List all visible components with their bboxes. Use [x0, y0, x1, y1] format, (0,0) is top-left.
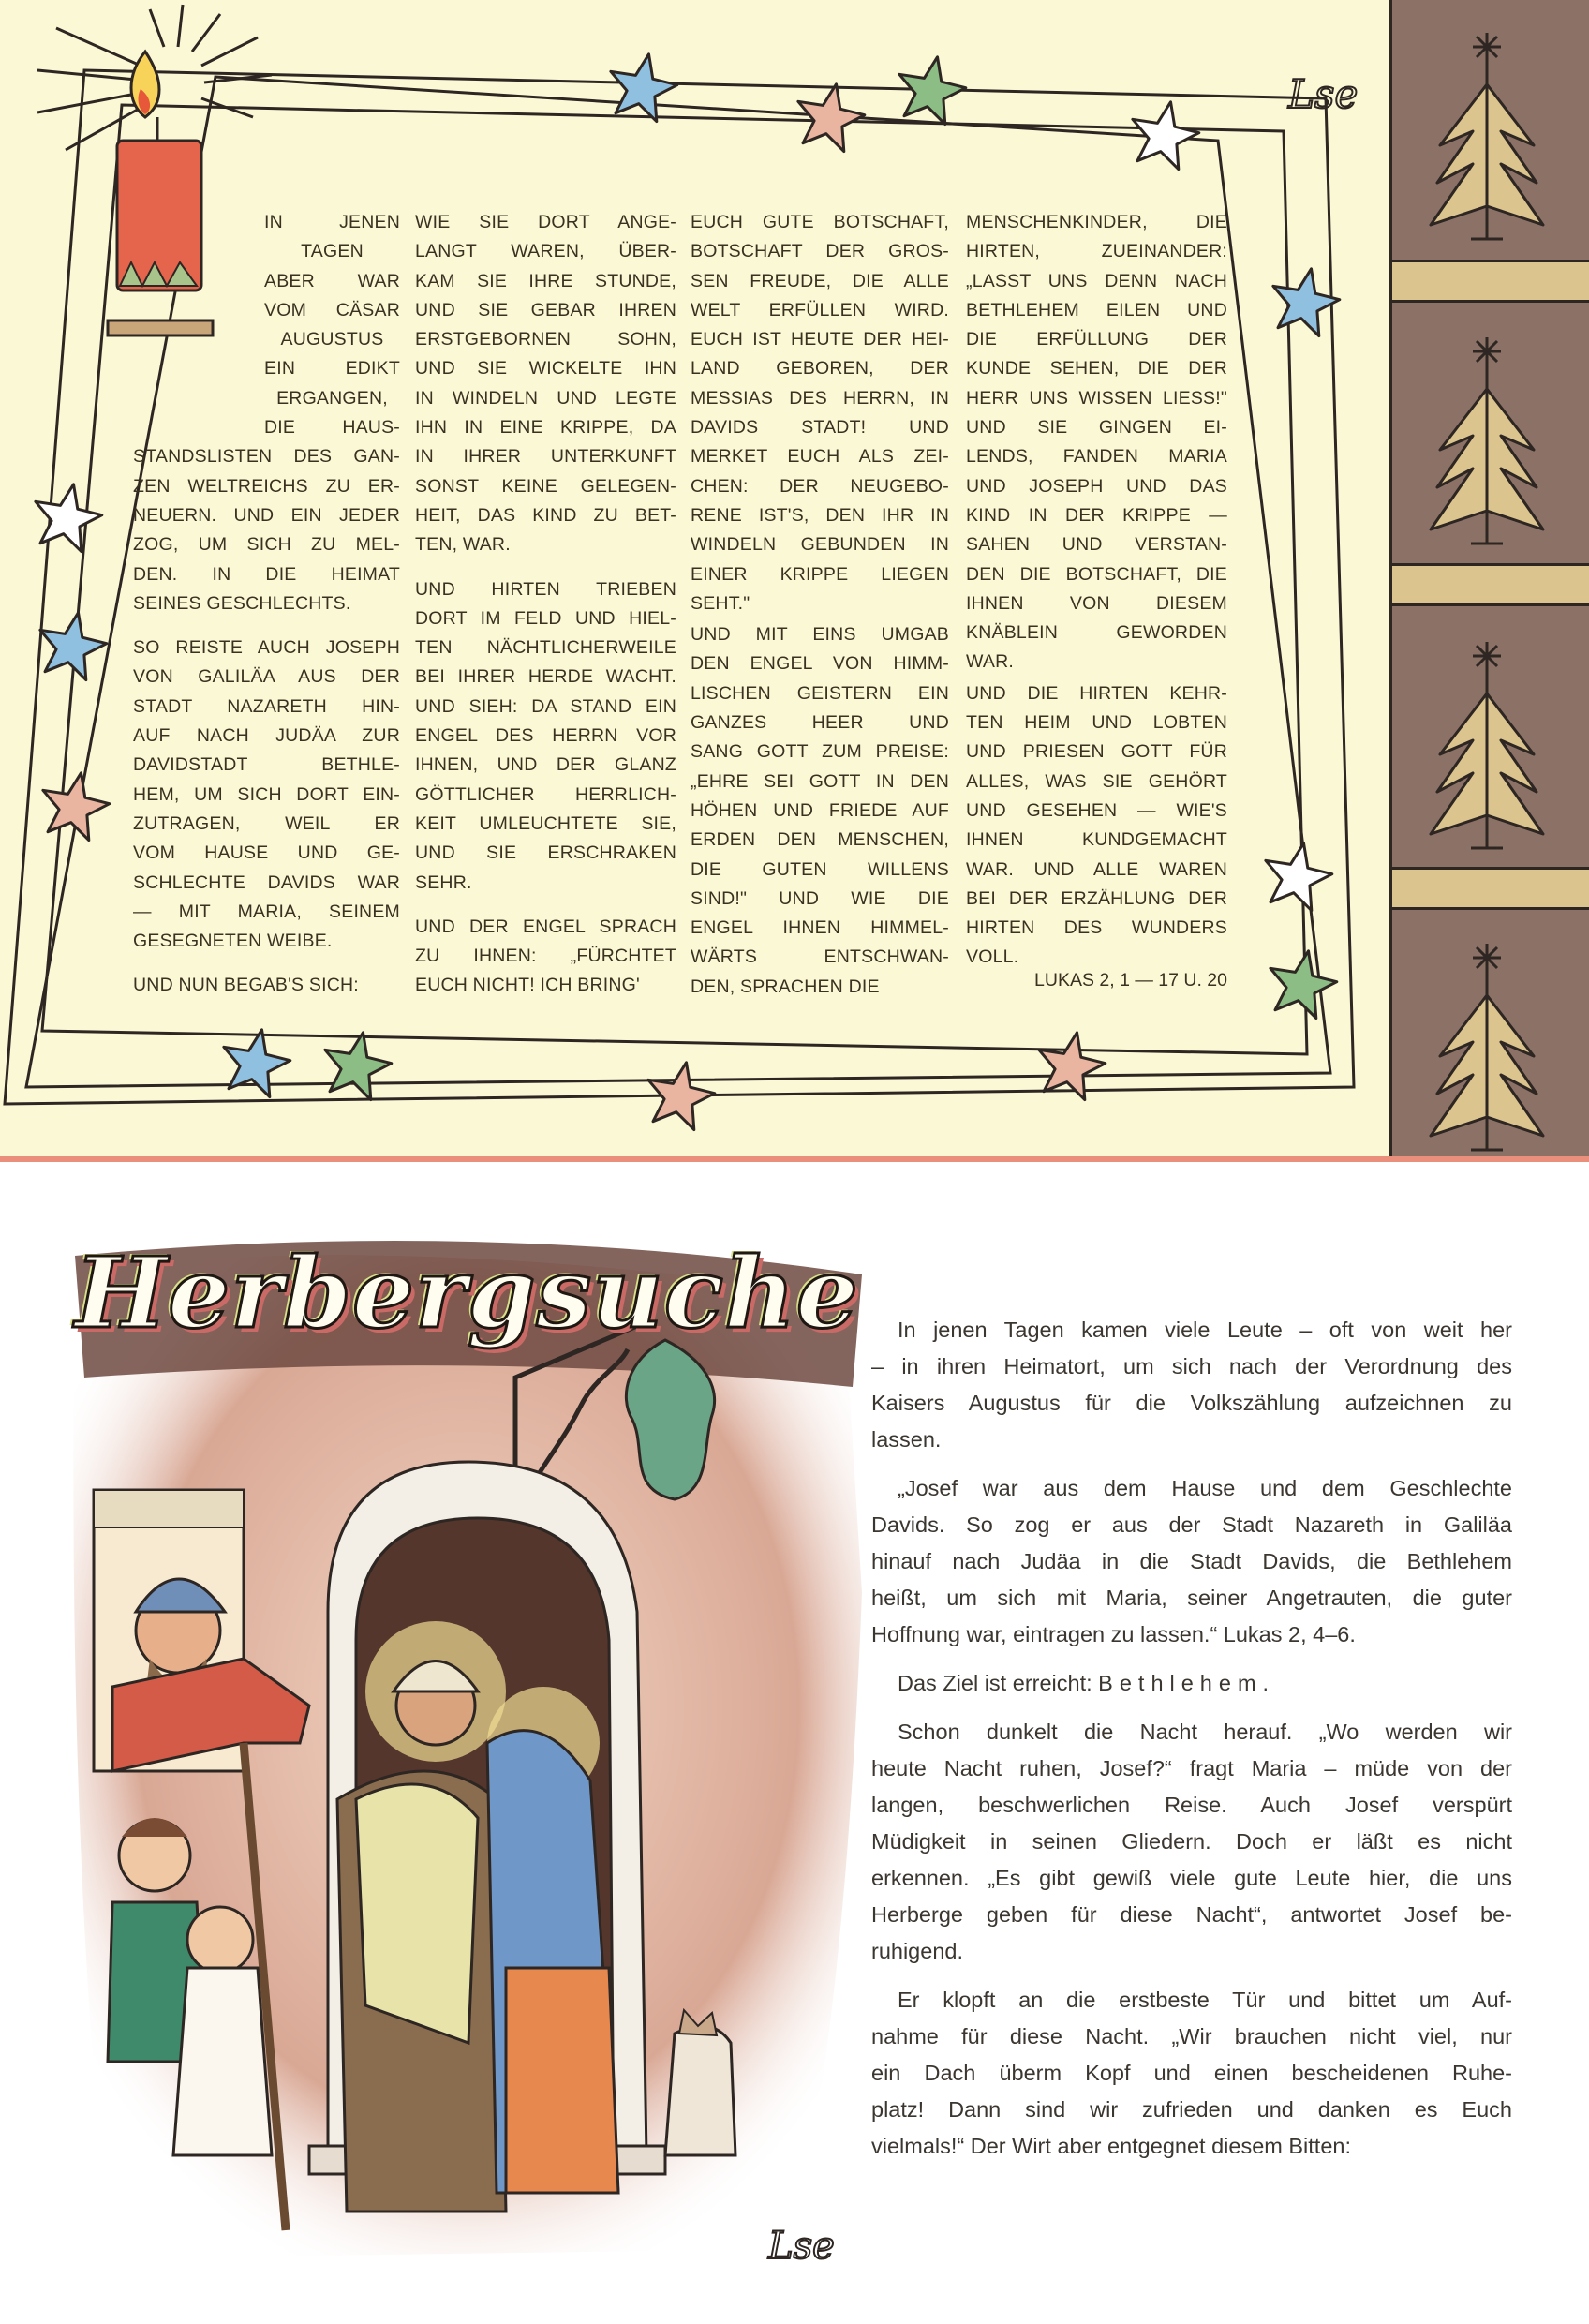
scripture-paragraph	[133, 208, 400, 618]
text-line: KEIT UMLEUCHTETE SIE,	[415, 812, 676, 834]
text-line: AUGUSTUS	[280, 329, 384, 350]
text-line: WINDELN GEBUNDEN IN	[691, 534, 949, 556]
text-line: Kaisers Augustus für die Volkszählung aufzeichnen zu	[871, 1391, 1512, 1415]
text-line: WÄRTS ENTSCHWAN-	[691, 946, 949, 968]
text-line: UND SIEH: DA STAND EIN	[415, 695, 676, 717]
text-line: ALLES, WAS SIE GEHÖRT	[966, 770, 1227, 792]
text-line: TAGEN	[301, 241, 364, 262]
text-line: VON GALILÄA AUS DER	[133, 666, 400, 688]
text-line: GESEGNETEN WEIBE.	[133, 931, 333, 952]
text-line: KNÄBLEIN GEWORDEN	[966, 622, 1227, 644]
text-line: ERSTGEBORNEN SOHN,	[415, 329, 676, 350]
scripture-paragraph	[415, 575, 676, 898]
tree-border-strip	[1389, 0, 1589, 1158]
text-line: SEN FREUDE, DIE ALLE	[691, 270, 949, 291]
text-line: Hoffnung war, eintragen zu lassen.“ Lukas 2, 4–6.	[871, 1622, 1356, 1646]
text-line: ZOG, UM SICH ZU MEL-	[133, 534, 400, 556]
text-line: DAVIDS STADT! UND	[691, 417, 949, 439]
scripture-reference: LUKAS 2, 1 — 17 U. 20	[1034, 970, 1227, 991]
text-line: IN JENEN	[264, 212, 400, 232]
text-line: VOM CÄSAR	[264, 299, 400, 320]
text-line: erkennen. „Es gibt gewiß viele gute Leute hier, die uns	[871, 1866, 1512, 1890]
story-paragraph	[871, 1982, 1512, 2165]
scripture-paragraph	[133, 633, 400, 956]
text-line: STADT NAZARETH HIN-	[133, 695, 400, 717]
text-line: GÖTTLICHER HERRLICH-	[415, 783, 676, 805]
text-line: LANGT WAREN, ÜBER-	[415, 241, 676, 262]
text-line: DIE HAUS-	[264, 417, 400, 439]
text-line: ERDEN DEN MENSCHEN,	[691, 829, 949, 851]
text-line: MENSCHENKINDER, DIE	[966, 212, 1227, 232]
text-line: WELT ERFÜLLEN WIRD.	[691, 299, 949, 320]
divider-rule	[0, 1156, 1589, 1162]
text-line: SAHEN UND VERSTAN-	[966, 534, 1227, 556]
scripture-paragraph	[966, 679, 1227, 973]
story-title: Herbergsuche	[75, 1235, 859, 1350]
text-line: SCHLECHTE DAVIDS WAR	[133, 872, 400, 893]
text-line: UND NUN BEGAB'S SICH:	[133, 975, 359, 996]
text-line: EUCH IST HEUTE DER HEI-	[691, 329, 949, 350]
text-line: BEI IHRER HERDE WACHT.	[415, 666, 676, 688]
text-line: IN WINDELN UND LEGTE	[415, 387, 676, 409]
scripture-paragraph	[691, 620, 949, 1002]
story-paragraph	[871, 1470, 1512, 1653]
text-line: EINER KRIPPE LIEGEN	[691, 563, 949, 585]
text-line: LENDS, FANDEN MARIA	[966, 446, 1227, 468]
text-line: Müdigkeit in seinen Gliedern. Doch er läßt es nicht	[871, 1829, 1512, 1854]
story-text	[871, 1312, 1512, 2177]
text-line: hinauf nach Judäa in die Stadt Davids, die Bethlehem	[871, 1549, 1512, 1573]
text-line: EUCH NICHT! ICH BRING'	[415, 975, 640, 996]
star-icon	[1266, 843, 1332, 911]
border-band	[1392, 260, 1589, 303]
text-line: STANDSLISTEN DES GAN-	[133, 446, 400, 468]
text-line: WIE SIE DORT ANGE-	[415, 212, 676, 232]
star-icon	[899, 57, 966, 125]
star-icon	[1270, 951, 1337, 1019]
scripture-column	[133, 208, 400, 1016]
text-line: SEHT."	[691, 592, 750, 614]
text-line: HERR UNS WISSEN LIESS!"	[966, 387, 1227, 409]
text-line: ENGEL IHNEN HIMMEL-	[691, 917, 949, 939]
story-paragraph	[871, 1312, 1512, 1458]
text-line: Er klopft an die erstbeste Tür und bittet um Auf-	[898, 1988, 1512, 2012]
border-band	[1392, 563, 1589, 606]
text-line: UND DER ENGEL SPRACH	[415, 916, 676, 937]
star-icon	[798, 84, 865, 152]
text-line: MERKET EUCH ALS ZEI-	[691, 446, 949, 468]
text-line: TEN, WAR.	[415, 534, 511, 556]
story-paragraph	[871, 1714, 1512, 1970]
text-line: heißt, um sich mit Maria, seiner Angetrauten, die guter	[871, 1586, 1512, 1610]
border-band	[1392, 867, 1589, 910]
text-line: „Josef war aus dem Hause und dem Geschlechte	[898, 1476, 1512, 1500]
text-line: „LASST UNS DENN NACH	[966, 270, 1227, 291]
text-line: Schon dunkelt die Nacht herauf. „Wo werden wir	[898, 1720, 1512, 1744]
text-line: TEN NÄCHTLICHERWEILE	[415, 637, 676, 659]
text-line: vielmals!“ Der Wirt aber entgegnet diesem Bitten:	[871, 2134, 1351, 2158]
text-line: BOTSCHAFT DER GROS-	[691, 241, 949, 262]
star-icon	[611, 54, 677, 122]
christmas-tree-icon	[1389, 939, 1589, 1155]
text-line: – in ihren Heimatort, um sich nach der Verordnung des	[871, 1354, 1512, 1378]
christmas-tree-icon	[1389, 28, 1589, 244]
text-line: BETHLEHEM EILEN UND	[966, 299, 1227, 320]
artist-signature	[1284, 66, 1387, 122]
text-line: langen, beschwerlichen Reise. Auch Josef verspürt	[871, 1793, 1512, 1817]
star-icon	[43, 773, 110, 841]
text-line: Herberge geben für diese Nacht“, antwortet Josef be-	[871, 1902, 1512, 1927]
text-line: heute Nacht ruhen, Josef?“ fragt Maria – müde von der	[871, 1756, 1512, 1780]
text-line: UND GESEHEN — WIE'S	[966, 799, 1227, 821]
svg-text:Lse: Lse	[1288, 71, 1359, 117]
scripture-column	[691, 208, 949, 1004]
text-line: UND SIE WICKELTE IHN	[415, 358, 676, 380]
text-line: WAR.	[966, 651, 1014, 673]
story-paragraph	[871, 1665, 1512, 1702]
text-line: UND SIE ERSCHRAKEN	[415, 842, 676, 864]
text-line: VOM HAUSE UND GE-	[133, 842, 400, 864]
text-line: IHN IN EINE KRIPPE, DA	[415, 417, 676, 439]
text-line: DIE GUTEN WILLENS	[691, 858, 949, 880]
text-line: BEI DER ERZÄHLUNG DER	[966, 887, 1227, 909]
christmas-tree-icon	[1389, 333, 1589, 548]
text-line: KUNDE SEHEN, DIE DER	[966, 358, 1227, 380]
text-line: SEHR.	[415, 872, 472, 893]
text-line: „EHRE SEI GOTT IN DEN	[691, 770, 949, 792]
scripture-paragraph	[415, 208, 676, 560]
text-line: DAVIDSTADT BETHLE-	[133, 754, 400, 776]
text-line: EUCH GUTE BOTSCHAFT,	[691, 212, 949, 232]
text-line: IN IHRER UNTERKUNFT	[415, 446, 676, 468]
star-icon	[325, 1033, 392, 1100]
text-line: ZU IHNEN: „FÜRCHTET	[415, 946, 676, 967]
text-line: platz! Dann sind wir zufrieden und danken es Euch	[871, 2097, 1512, 2122]
text-line: UND HIRTEN TRIEBEN	[415, 578, 676, 600]
text-line: CHEN: DER NEUGEBO-	[691, 475, 949, 497]
text-line: UND JOSEPH UND DAS	[966, 475, 1227, 497]
scripture-panel	[0, 0, 1389, 1158]
text-line: HIRTEN, ZUEINANDER:	[966, 241, 1227, 262]
text-line: — MIT MARIA, SEINEM	[133, 901, 400, 922]
scripture-paragraph	[133, 971, 400, 1000]
text-line: EIN EDIKT	[264, 358, 400, 380]
destination-name: Bethlehem.	[1098, 1671, 1276, 1695]
text-line: AUF NACH JUDÄA ZUR	[133, 725, 400, 747]
inn-search-illustration	[56, 1218, 881, 2277]
text-line: KIND IN DER KRIPPE —	[966, 504, 1227, 526]
text-line: UND PRIESEN GOTT FÜR	[966, 741, 1227, 763]
text-line: MESSIAS DES HERRN, IN	[691, 387, 949, 409]
text-line: ein Dach überm Kopf und einen bescheidenen Ruhe-	[871, 2061, 1512, 2085]
text-line: HIRTEN DES WUNDERS	[966, 917, 1227, 939]
text-line: DEN DIE BOTSCHAFT, DIE	[966, 563, 1227, 585]
text-line: IHNEN KUNDGEMACHT	[966, 829, 1227, 851]
scripture-paragraph	[415, 913, 676, 1001]
text-line: SIND!" UND WIE DIE	[691, 887, 949, 909]
text-line: ZEN WELTREICHS ZU ER-	[133, 475, 400, 497]
text-line: SONST KEINE GELEGEN-	[415, 475, 676, 497]
scripture-column	[966, 208, 1227, 975]
text-line: IHNEN, UND DER GLANZ	[415, 754, 676, 776]
text-line: ABER WAR	[264, 270, 400, 291]
text-line: SO REISTE AUCH JOSEPH	[133, 637, 400, 659]
text-line: UND SIE GINGEN EI-	[966, 417, 1227, 439]
text-line: HEIT, DAS KIND ZU BET-	[415, 504, 676, 526]
text-line: IHNEN VON DIESEM	[966, 592, 1227, 614]
christmas-tree-icon	[1389, 637, 1589, 853]
text-line: DEN, SPRACHEN DIE	[691, 976, 880, 997]
text-line: VOLL.	[966, 946, 1019, 968]
star-icon	[224, 1030, 290, 1097]
scripture-paragraph	[966, 208, 1227, 678]
text-line: DORT IM FELD UND HIEL-	[415, 607, 676, 629]
text-line: In jenen Tagen kamen viele Leute – oft von weit her	[898, 1318, 1512, 1342]
text-line: UND MIT EINS UMGAB	[691, 624, 949, 646]
text-line: LAND GEBOREN, DER	[691, 358, 949, 380]
text-line: SANG GOTT ZUM PREISE:	[691, 741, 949, 763]
text-line: ruhigend.	[871, 1939, 963, 1963]
text-line: RENE IST'S, DEN IHR IN	[691, 504, 949, 526]
text-line: WAR. UND ALLE WAREN	[966, 858, 1227, 880]
artist-signature: Lse	[768, 2225, 835, 2268]
text-line: lassen.	[871, 1427, 942, 1452]
text-line: SEINES GESCHLECHTS.	[133, 592, 351, 614]
text-line: Das Ziel ist erreicht: Bethlehem.	[898, 1671, 1276, 1695]
text-line: LISCHEN GEISTERN EIN	[691, 682, 949, 704]
text-line: ENGEL DES HERRN VOR	[415, 725, 676, 747]
text-line: GANZES HEER UND	[691, 712, 949, 734]
text-line: NEUERN. UND EIN JEDER	[133, 504, 400, 526]
text-line: DIE ERFÜLLUNG DER	[966, 329, 1227, 350]
text-line: UND SIE GEBAR IHREN	[415, 299, 676, 320]
star-icon	[36, 484, 102, 552]
text-line: ERGANGEN,	[276, 387, 388, 409]
text-line: HEM, UM SICH DORT EIN-	[133, 783, 400, 805]
text-line: DEN. IN DIE HEIMAT	[133, 563, 400, 585]
scripture-column	[415, 208, 676, 1016]
text-line: DEN ENGEL VON HIMM-	[691, 653, 949, 675]
text-line: Davids. So zog er aus der Stadt Nazareth in Galiläa	[871, 1512, 1512, 1537]
scripture-paragraph	[691, 208, 949, 618]
text-line: UND DIE HIRTEN KEHR-	[966, 682, 1227, 704]
text-line: TEN HEIM UND LOBTEN	[966, 712, 1227, 734]
text-line: KAM SIE IHRE STUNDE,	[415, 270, 676, 291]
text-line: nahme für diese Nacht. „Wir brauchen nicht viel, nur	[871, 2024, 1512, 2048]
text-line: ZUTRAGEN, WEIL ER	[133, 812, 400, 834]
text-line: HÖHEN UND FRIEDE AUF	[691, 799, 949, 821]
